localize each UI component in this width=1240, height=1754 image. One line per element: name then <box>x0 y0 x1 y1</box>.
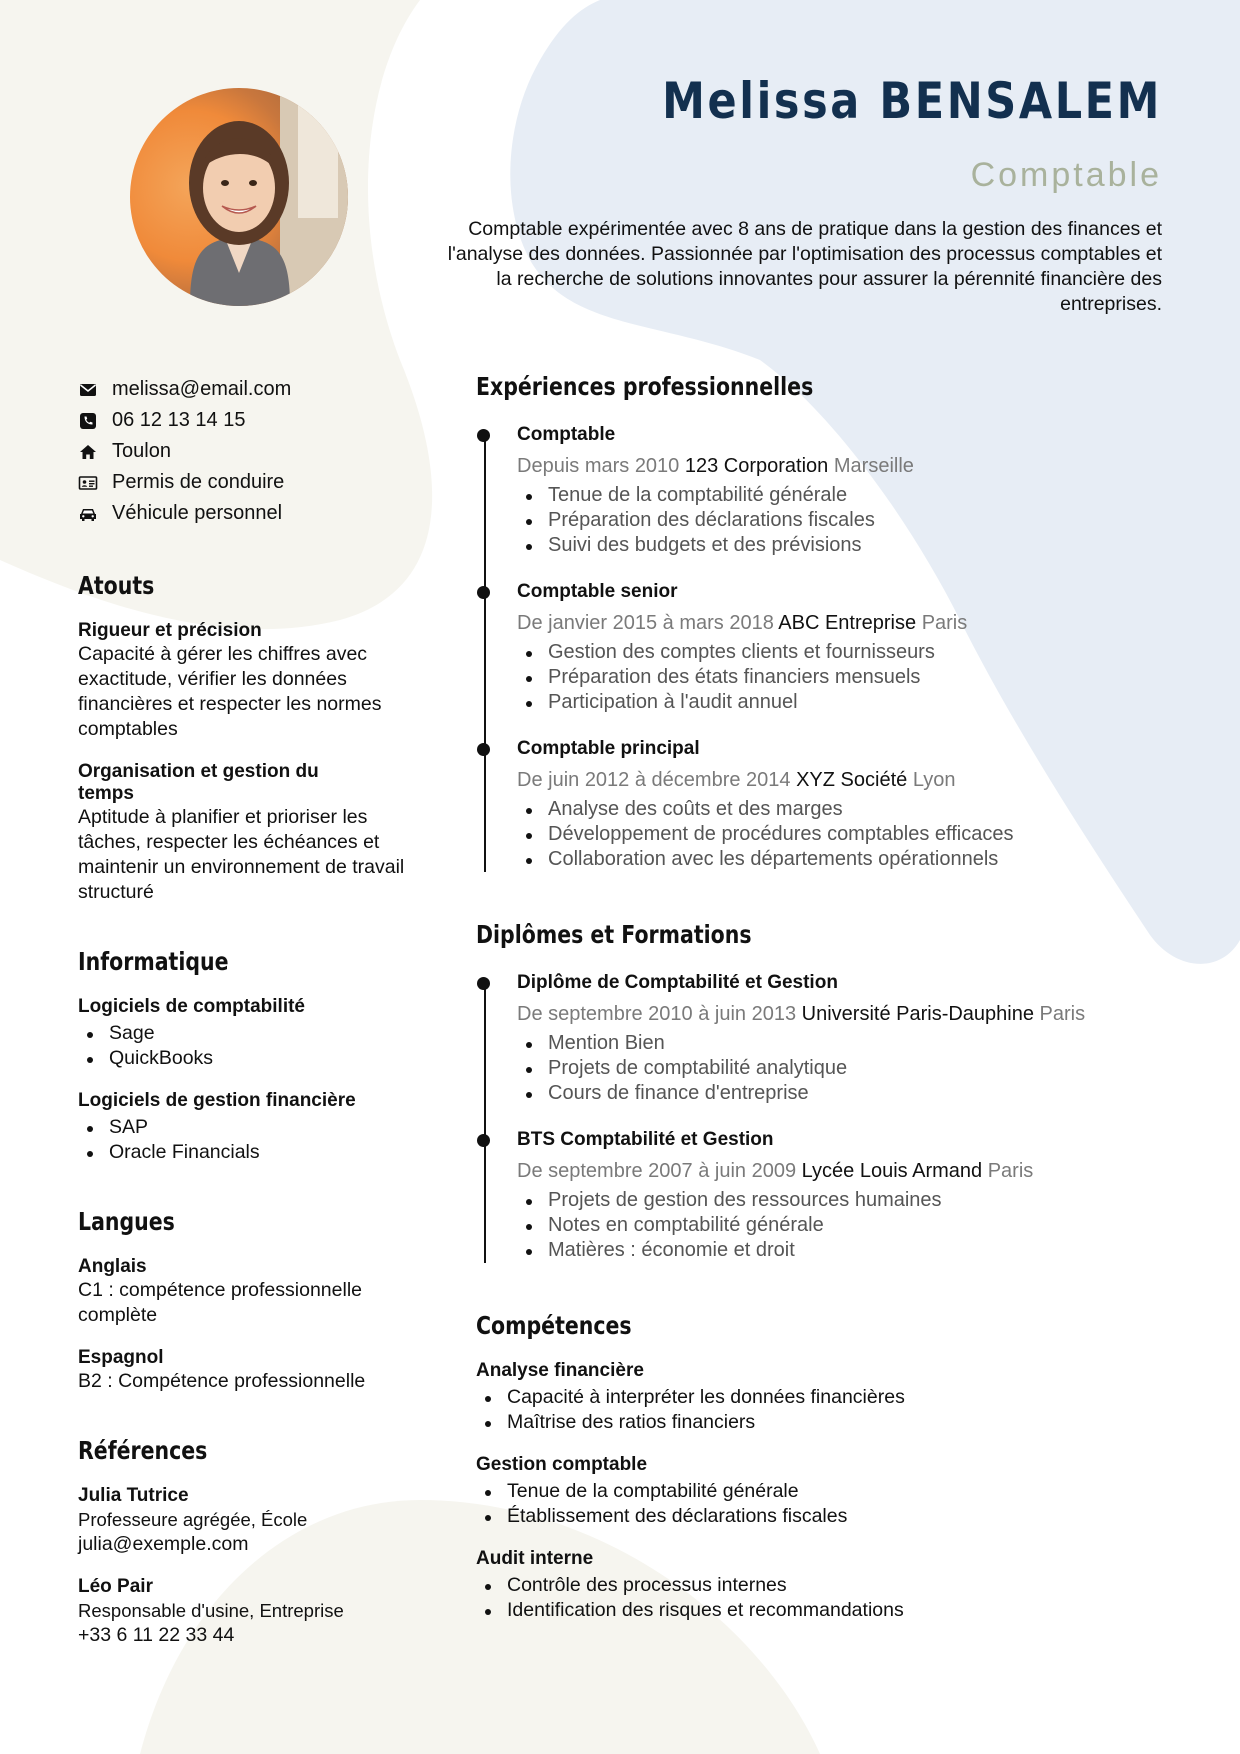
diplomes-title: Diplômes et Formations <box>476 920 752 949</box>
diplomes-section <box>476 920 1176 1263</box>
entry-dates: De juin 2012 à décembre 2014 <box>517 769 791 791</box>
reference-role: Responsable d'usine, Entreprise <box>78 1600 344 1621</box>
entry-dates: De septembre 2007 à juin 2009 <box>517 1160 797 1182</box>
list-item: Préparation des états financiers mensuels <box>517 665 1176 690</box>
list-item: Développement de procédures comptables efficaces <box>517 822 1176 847</box>
contact-vehicle-text: Véhicule personnel <box>112 502 283 524</box>
timeline-dot <box>477 977 490 990</box>
reference-contact[interactable]: +33 6 11 22 33 44 <box>78 1624 235 1646</box>
atout-heading: Organisation et gestion du temps <box>78 761 319 804</box>
entry-organization: Université Paris-Dauphine <box>801 1003 1034 1025</box>
entry-city: Paris <box>921 612 968 634</box>
entry-organization: ABC Entreprise <box>778 612 917 634</box>
experience-entry <box>517 737 1176 872</box>
contact-license-text: Permis de conduire <box>112 471 285 493</box>
entry-city: Marseille <box>833 455 914 477</box>
entry-city: Paris <box>1039 1003 1086 1025</box>
entry-dates: Depuis mars 2010 <box>517 455 680 477</box>
envelope-icon <box>78 380 98 400</box>
contact-location-text: Toulon <box>112 440 171 462</box>
timeline-dot <box>477 586 490 599</box>
entry-title: Comptable <box>517 424 616 445</box>
list-item: Capacité à interpréter les données financières <box>476 1385 1176 1410</box>
language-name: Espagnol <box>78 1347 164 1368</box>
id-card-icon <box>78 473 98 493</box>
experience-entry <box>517 580 1176 715</box>
car-icon <box>78 504 98 524</box>
list-item: Suivi des budgets et des prévisions <box>517 533 1176 558</box>
timeline-line <box>484 979 486 1263</box>
list-item: Tenue de la comptabilité générale <box>476 1479 1176 1504</box>
experience-entry <box>517 423 1176 558</box>
atout-text: Capacité à gérer les chiffres avec exactitude, vérifier les données financières et respecter les normes comptables <box>78 643 382 740</box>
candidate-name: Melissa BENSALEM <box>662 72 1162 130</box>
software-group-heading: Logiciels de comptabilité <box>78 996 305 1017</box>
timeline-dot <box>477 743 490 756</box>
entry-organization: XYZ Société <box>796 769 908 791</box>
home-icon <box>78 442 98 462</box>
experience-timeline <box>476 423 1176 872</box>
atout-text: Aptitude à planifier et prioriser les tâches, respecter les échéances et maintenir un environnement de travail structuré <box>78 806 405 903</box>
atout-heading: Rigueur et précision <box>78 620 262 641</box>
list-item: Sage <box>78 1021 408 1046</box>
contact-phone-text: 06 12 13 14 15 <box>112 409 246 431</box>
references-section <box>78 1436 408 1648</box>
entry-meta <box>517 453 1176 479</box>
list-item: Tenue de la comptabilité générale <box>517 483 1176 508</box>
header <box>442 72 1162 317</box>
contact-license <box>78 467 408 498</box>
list-item: SAP <box>78 1115 408 1140</box>
list-item: Préparation des déclarations fiscales <box>517 508 1176 533</box>
atouts-title: Atouts <box>78 571 155 600</box>
phone-icon <box>78 411 98 431</box>
list-item: Établissement des déclarations fiscales <box>476 1504 1176 1529</box>
software-group-heading: Logiciels de gestion financière <box>78 1090 356 1111</box>
language-level: C1 : compétence professionnelle complète <box>78 1279 362 1326</box>
list-item: Cours de finance d'entreprise <box>517 1081 1176 1106</box>
list-item: Projets de gestion des ressources humaines <box>517 1188 1176 1213</box>
contact-vehicle <box>78 498 408 529</box>
langues-section <box>78 1207 408 1394</box>
list-item: Maîtrise des ratios financiers <box>476 1410 1176 1435</box>
language-name: Anglais <box>78 1256 147 1277</box>
timeline-dot <box>477 429 490 442</box>
entry-organization: 123 Corporation <box>684 455 829 477</box>
entry-dates: De janvier 2015 à mars 2018 <box>517 612 774 634</box>
language-level: B2 : Compétence professionnelle <box>78 1370 366 1392</box>
competences-title: Compétences <box>476 1311 632 1340</box>
list-item: Participation à l'audit annuel <box>517 690 1176 715</box>
entry-meta <box>517 1158 1176 1184</box>
reference-name: Léo Pair <box>78 1576 153 1597</box>
list-item: Projets de comptabilité analytique <box>517 1056 1176 1081</box>
atouts-section <box>78 571 408 905</box>
left-column <box>78 374 408 1648</box>
entry-city: Lyon <box>912 769 956 791</box>
entry-meta <box>517 610 1176 636</box>
list-item: Oracle Financials <box>78 1140 408 1165</box>
entry-organization: Lycée Louis Armand <box>801 1160 983 1182</box>
list-item: Gestion des comptes clients et fournisseurs <box>517 640 1176 665</box>
education-entry <box>517 1128 1176 1263</box>
list-item: QuickBooks <box>78 1046 408 1071</box>
list-item: Mention Bien <box>517 1031 1176 1056</box>
entry-title: Diplôme de Comptabilité et Gestion <box>517 972 838 993</box>
list-item: Identification des risques et recommandations <box>476 1598 1176 1623</box>
list-item: Contrôle des processus internes <box>476 1573 1176 1598</box>
education-timeline <box>476 971 1176 1263</box>
right-column <box>476 372 1176 1623</box>
profile-summary: Comptable expérimentée avec 8 ans de pratique dans la gestion des finances et l'analyse des données. Passionnée par l'optimisation des processus comptables et la recherche de solutions innovantes pour assurer la pérennité financière des entreprises. <box>447 218 1162 315</box>
langues-title: Langues <box>78 1207 175 1236</box>
contact-email[interactable] <box>78 374 408 405</box>
skill-group-heading: Analyse financière <box>476 1360 644 1381</box>
informatique-section <box>78 947 408 1165</box>
entry-city: Paris <box>987 1160 1034 1182</box>
list-item: Collaboration avec les départements opérationnels <box>517 847 1176 872</box>
contact-phone[interactable] <box>78 405 408 436</box>
reference-name: Julia Tutrice <box>78 1485 189 1506</box>
education-entry <box>517 971 1176 1106</box>
timeline-line <box>484 431 486 872</box>
entry-title: Comptable senior <box>517 581 678 602</box>
contact-location <box>78 436 408 467</box>
reference-role: Professeure agrégée, École <box>78 1509 308 1530</box>
entry-meta <box>517 1001 1176 1027</box>
contact-email-text: melissa@email.com <box>112 378 292 400</box>
list-item: Analyse des coûts et des marges <box>517 797 1176 822</box>
competences-section <box>476 1311 1176 1623</box>
experiences-section <box>476 372 1176 872</box>
list-item: Matières : économie et droit <box>517 1238 1176 1263</box>
profile-photo <box>130 88 348 306</box>
job-title: Comptable <box>970 156 1162 194</box>
skill-group-heading: Audit interne <box>476 1548 594 1569</box>
list-item: Notes en comptabilité générale <box>517 1213 1176 1238</box>
references-title: Références <box>78 1436 208 1465</box>
entry-title: BTS Comptabilité et Gestion <box>517 1129 774 1150</box>
contact-list <box>78 374 408 529</box>
entry-meta <box>517 767 1176 793</box>
entry-title: Comptable principal <box>517 738 700 759</box>
skill-group-heading: Gestion comptable <box>476 1454 648 1475</box>
reference-contact[interactable]: julia@exemple.com <box>78 1533 249 1555</box>
experiences-title: Expériences professionnelles <box>476 372 814 401</box>
timeline-dot <box>477 1134 490 1147</box>
informatique-title: Informatique <box>78 947 229 976</box>
entry-dates: De septembre 2010 à juin 2013 <box>517 1003 797 1025</box>
